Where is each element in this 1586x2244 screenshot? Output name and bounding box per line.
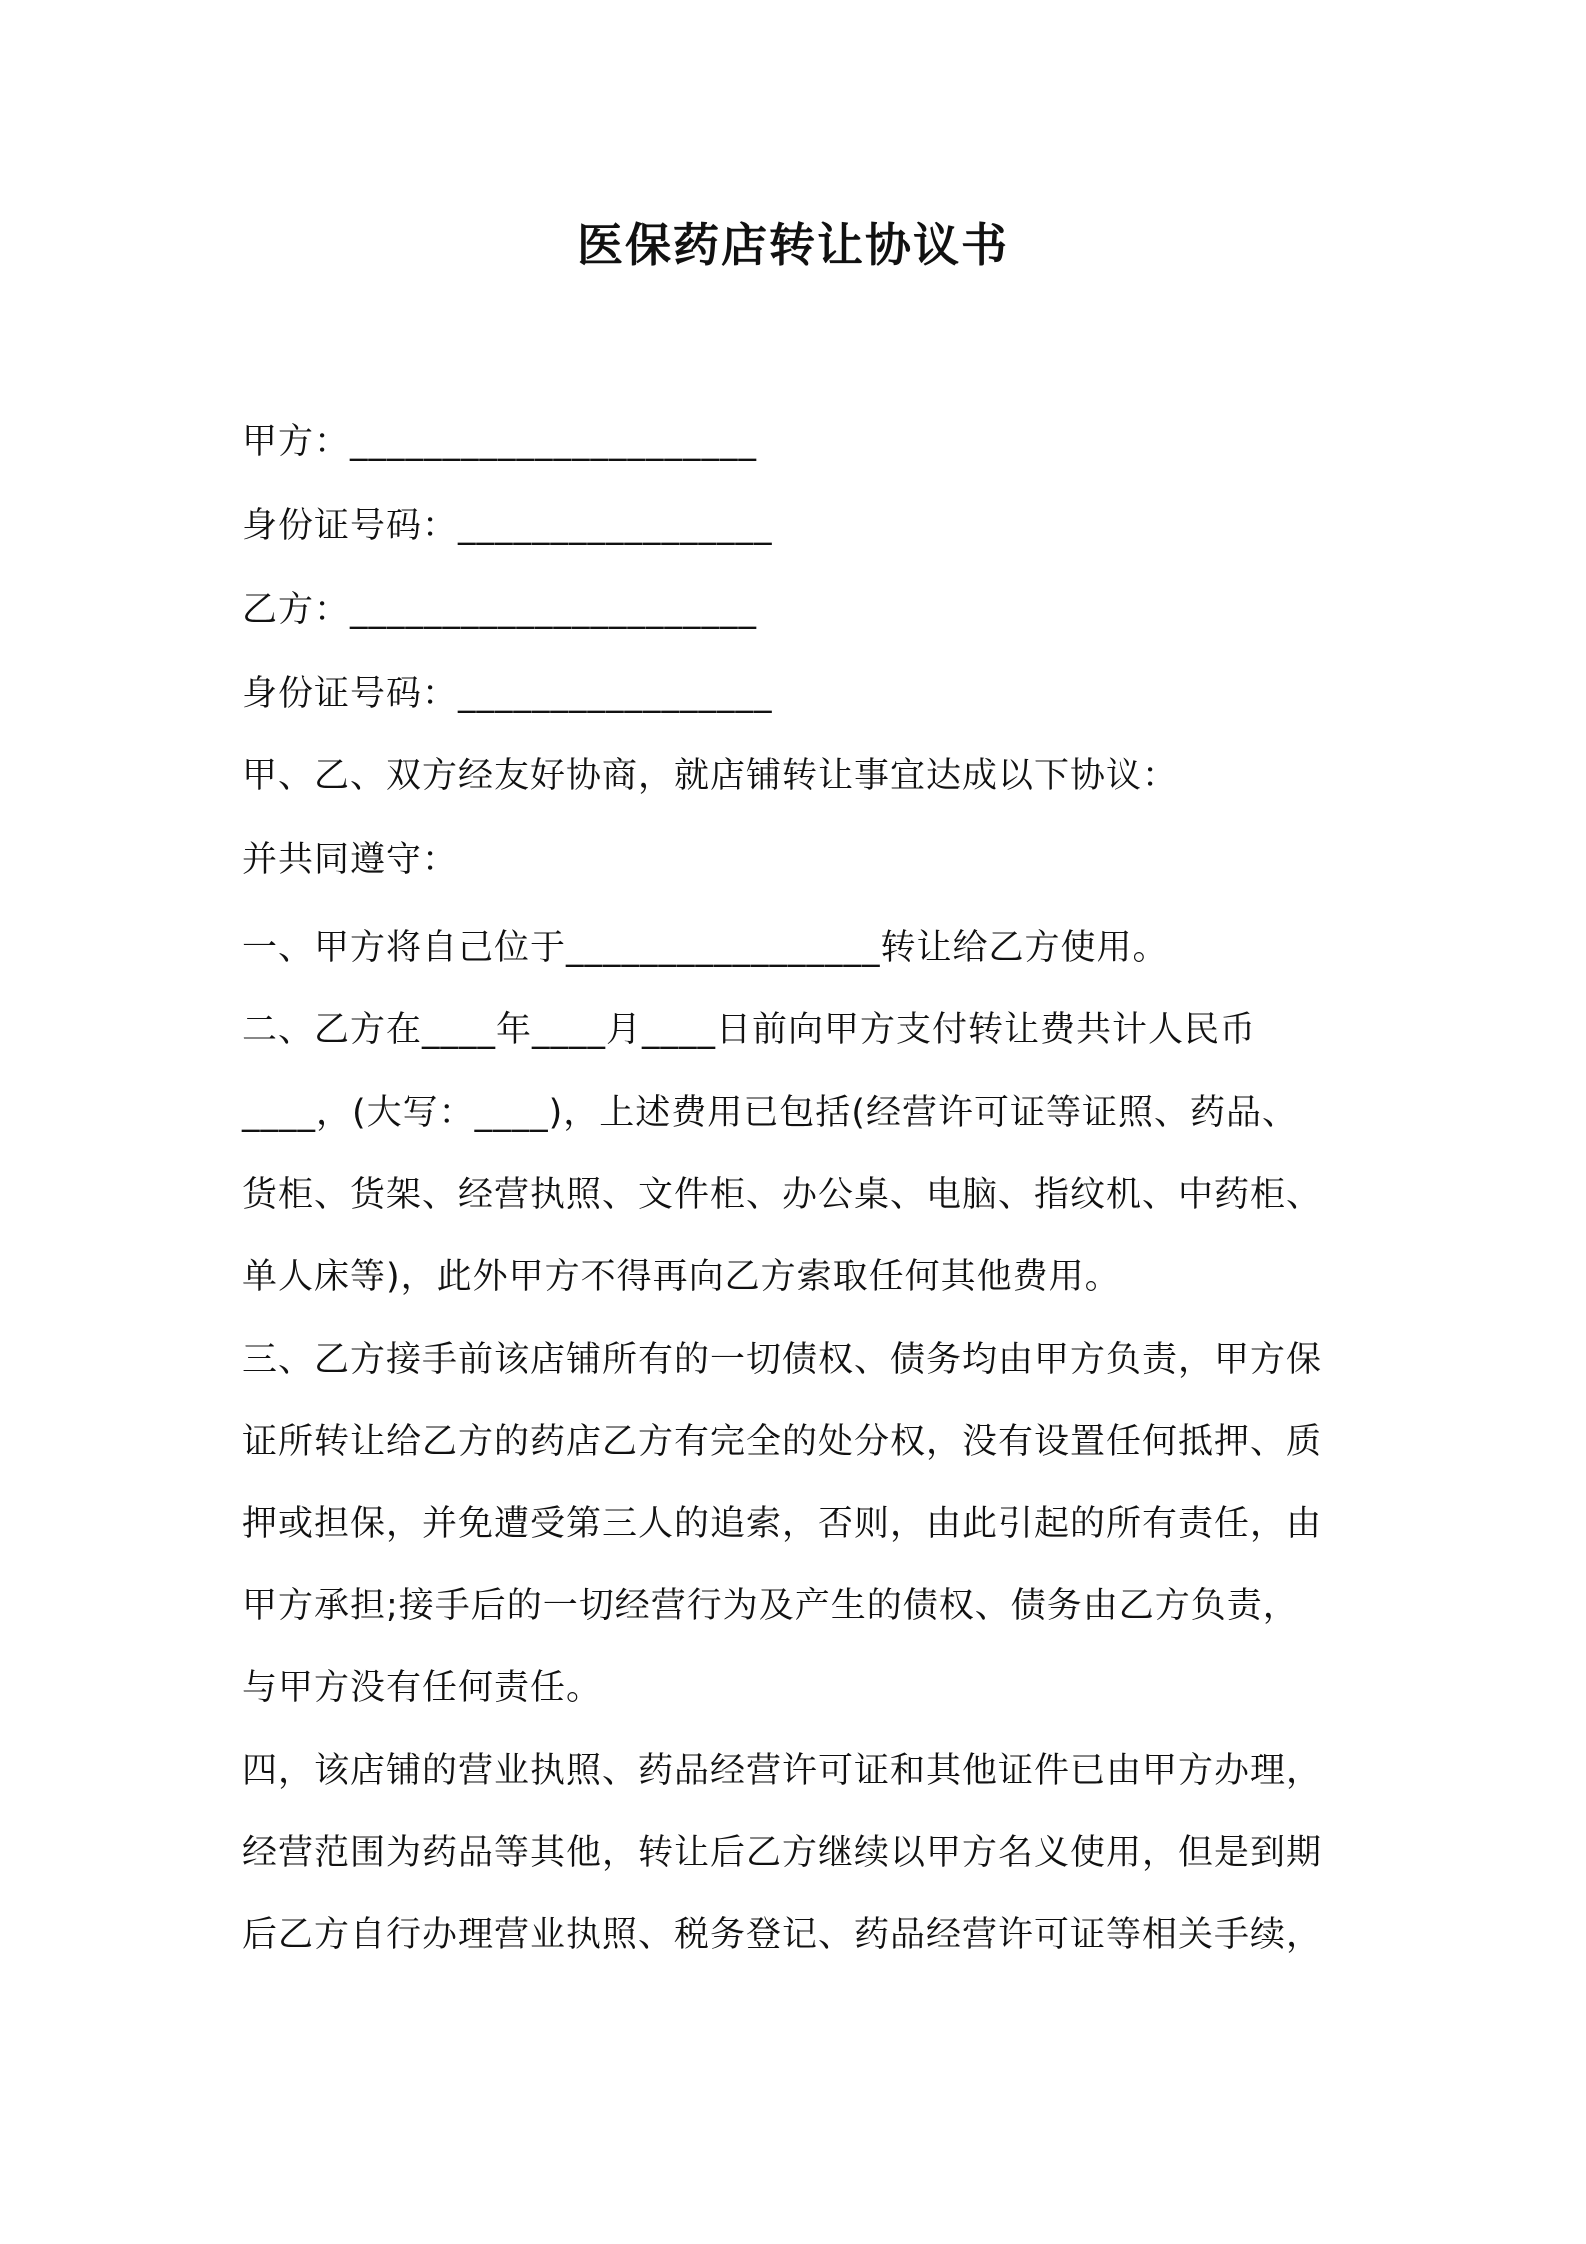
clause-4-line: 四，该店铺的营业执照、药品经营许可证和其他证件已由甲方办理， — [242, 1751, 1323, 1791]
party-b-id-line: 身份证号码：_________________ — [242, 674, 773, 714]
party-b-line: 乙方：______________________ — [242, 590, 758, 630]
party-a-line: 甲方：______________________ — [242, 422, 758, 462]
clause-2-line: 单人床等)，此外甲方不得再向乙方索取任何其他费用。 — [242, 1257, 1121, 1297]
intro-line: 甲、乙、双方经友好协商，就店铺转让事宜达成以下协议： — [242, 756, 1179, 796]
clause-2-line: 货柜、货架、经营执照、文件柜、办公桌、电脑、指纹机、中药柜、 — [242, 1175, 1323, 1215]
party-a-id-line: 身份证号码：_________________ — [242, 506, 773, 546]
clause-3-line: 与甲方没有任何责任。 — [242, 1668, 603, 1708]
clause-3-line: 甲方承担;接手后的一切经营行为及产生的债权、债务由乙方负责， — [242, 1586, 1299, 1626]
clause-3-line: 押或担保，并免遭受第三人的追索，否则，由此引起的所有责任，由 — [242, 1504, 1323, 1544]
clause-4-line: 后乙方自行办理营业执照、税务登记、药品经营许可证等相关手续， — [242, 1915, 1323, 1955]
clause-2-line: ____，(大写：____)，上述费用已包括(经营许可证等证照、药品、 — [242, 1093, 1298, 1133]
clause-3-line: 三、乙方接手前该店铺所有的一切债权、债务均由甲方负责，甲方保 — [242, 1340, 1323, 1380]
clause-3-line: 证所转让给乙方的药店乙方有完全的处分权，没有设置任何抵押、质 — [242, 1422, 1323, 1462]
document-title: 医保药店转让协议书 — [577, 218, 1009, 272]
clause-4-line: 经营范围为药品等其他，转让后乙方继续以甲方名义使用，但是到期 — [242, 1833, 1323, 1873]
clause-1-line: 一、甲方将自己位于_________________转让给乙方使用。 — [242, 928, 1169, 968]
clause-2-line: 二、乙方在____年____月____日前向甲方支付转让费共计人民币 — [242, 1010, 1257, 1050]
intro-line-2: 并共同遵守： — [242, 840, 459, 880]
